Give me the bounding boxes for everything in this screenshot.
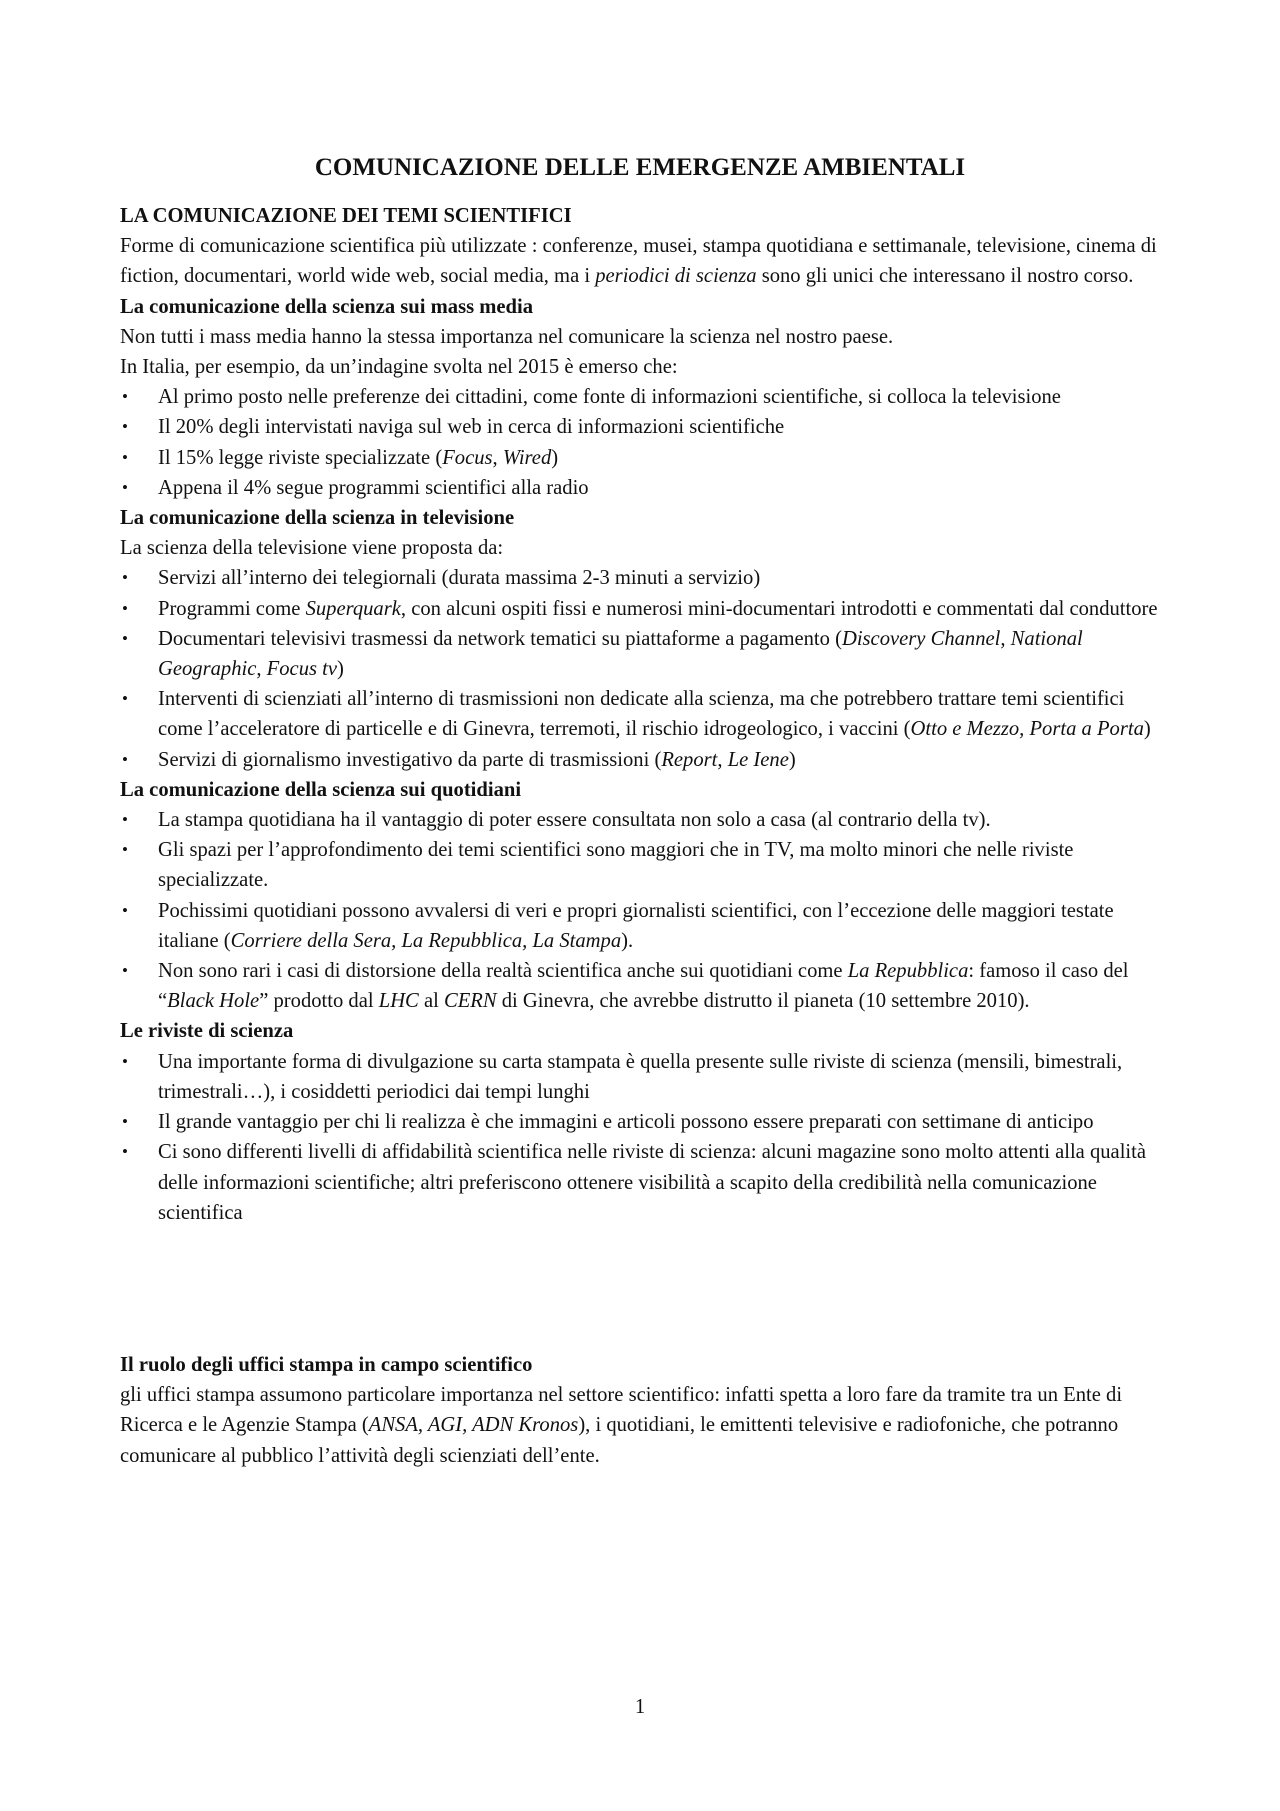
list-item: • Programmi come Superquark, con alcuni ospiti fissi e numerosi mini-documentari introdotti e commentati dal conduttore [120,594,1160,624]
list-item: • Ci sono differenti livelli di affidabilità scientifica nelle riviste di scienza: alcuni magazine sono molto attenti alla qualità delle informazioni scientifiche; altri preferiscono ottenere visibilità a scapito della credibilità nella comunicazione scientifica [120,1137,1160,1228]
section-heading: La comunicazione della scienza sui mass media [120,295,534,318]
section-paragraph: gli uffici stampa assumono particolare importanza nel settore scientifico: infatti spetta a loro fare da tramite tra un Ente di Ricerca e le Agenzie Stampa (ANSA, AGI, ADN Kronos), i quotidiani, le emittenti televisive e radiofoniche, che potranno comunicare al pubblico l’attività degli scienziati dell’ente. [120,1384,1123,1467]
bullet-list [120,563,1160,774]
section-heading: Le riviste di scienza [120,1020,294,1043]
section-text-line: In Italia, per esempio, da un’indagine svolta nel 2015 è emerso che: [120,356,678,379]
list-item: • Appena il 4% segue programmi scientifici alla radio [120,473,1160,503]
document-page [120,152,1160,1471]
section-heading: LA COMUNICAZIONE DEI TEMI SCIENTIFICI [120,205,572,227]
list-item: • La stampa quotidiana ha il vantaggio di poter essere consultata non solo a casa (al contrario della tv). [120,805,1160,835]
bullet-list [120,382,1160,503]
section-paragraph: Forme di comunicazione scientifica più utilizzate : conferenze, musei, stampa quotidiana e settimanale, televisione, cinema di fiction, documentari, world wide web, social media, ma i periodici di scienza sono gli unici che interessano il nostro corso. [120,235,1157,288]
section-heading: La comunicazione della scienza sui quotidiani [120,778,522,801]
list-item: • Il 15% legge riviste specializzate (Focus, Wired) [120,443,1160,473]
blank-space [120,1228,1160,1350]
list-item: • Servizi di giornalismo investigativo da parte di trasmissioni (Report, Le Iene) [120,745,1160,775]
section-heading: La comunicazione della scienza in televisione [120,507,515,530]
list-item: • Pochissimi quotidiani possono avvalersi di veri e propri giornalisti scientifici, con l’eccezione delle maggiori testate italiane (Corriere della Sera, La Repubblica, La Stampa). [120,896,1160,956]
list-item: • Il grande vantaggio per chi li realizza è che immagini e articoli possono essere preparati con settimane di anticipo [120,1107,1160,1137]
section-text-line: Non tutti i mass media hanno la stessa importanza nel comunicare la scienza nel nostro paese. [120,325,894,348]
list-item: • Gli spazi per l’approfondimento dei temi scientifici sono maggiori che in TV, ma molto minori che nelle riviste specializzate. [120,835,1160,895]
list-item: • Interventi di scienziati all’interno di trasmissioni non dedicate alla scienza, ma che potrebbero trattare temi scientifici come l’acceleratore di particelle e di Ginevra, terremoti, il rischio idrogeologico, i vaccini (Otto e Mezzo, Porta a Porta) [120,684,1160,744]
list-item: • Il 20% degli intervistati naviga sul web in cerca di informazioni scientifiche [120,412,1160,442]
page-number: 1 [634,1696,646,1718]
list-item: • Documentari televisivi trasmessi da network tematici su piattaforme a pagamento (Discovery Channel, National Geographic, Focus tv) [120,624,1160,684]
list-item: • Una importante forma di divulgazione su carta stampata è quella presente sulle riviste di scienza (mensili, bimestrali, trimestrali…), i cosiddetti periodici dai tempi lunghi [120,1047,1160,1107]
list-item: • Non sono rari i casi di distorsione della realtà scientifica anche sui quotidiani come La Repubblica: famoso il caso del “Black Hole” prodotto dal LHC al CERN di Ginevra, che avrebbe distrutto il pianeta (10 settembre 2010). [120,956,1160,1016]
section-heading: Il ruolo degli uffici stampa in campo scientifico [120,1353,533,1376]
bullet-list [120,1047,1160,1228]
list-item: • Al primo posto nelle preferenze dei cittadini, come fonte di informazioni scientifiche, si colloca la televisione [120,382,1160,412]
document-title: COMUNICAZIONE DELLE EMERGENZE AMBIENTALI [314,154,966,181]
list-item: • Servizi all’interno dei telegiornali (durata massima 2-3 minuti a servizio) [120,563,1160,593]
bullet-list [120,805,1160,1016]
section-text-line: La scienza della televisione viene proposta da: [120,537,504,560]
